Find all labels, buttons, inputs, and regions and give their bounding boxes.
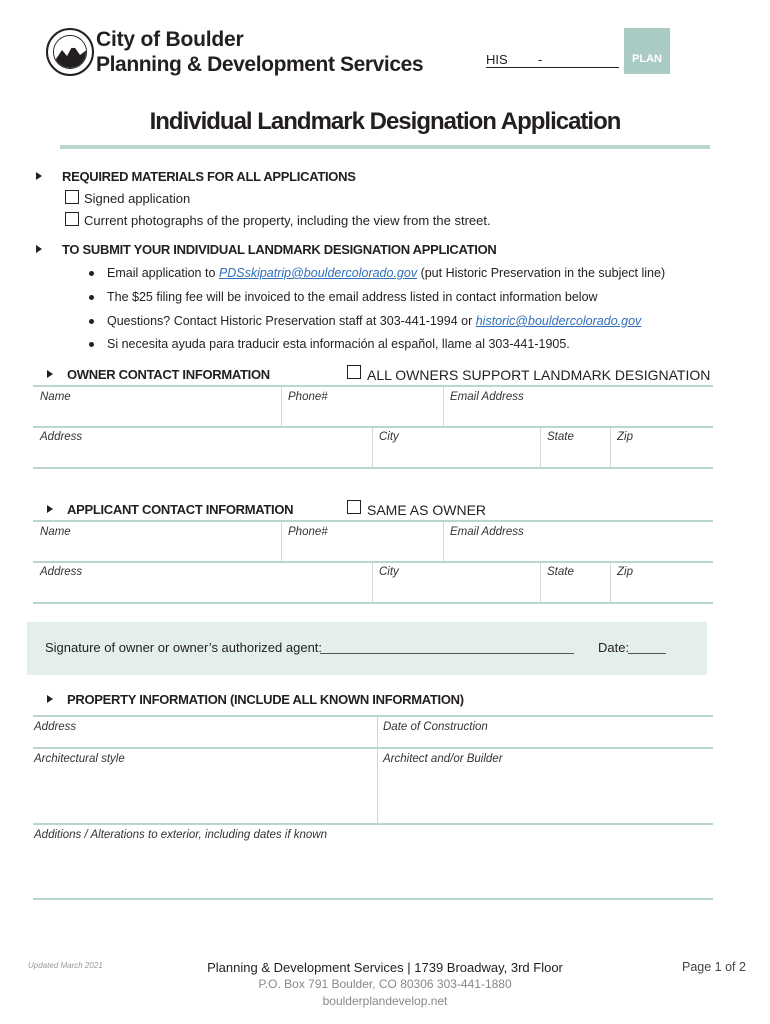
architect-builder-field[interactable] [378, 749, 713, 823]
owner-state-field[interactable] [541, 428, 610, 467]
property-address-label: Address [34, 721, 77, 733]
section-bullet-icon [36, 172, 42, 180]
owner-name-label: Name [40, 391, 71, 403]
owner-phone-label: Phone# [288, 391, 328, 403]
owner-contact-heading: OWNER CONTACT INFORMATION [67, 367, 270, 382]
applicant-name-field[interactable] [33, 522, 281, 561]
org-name-line1: City of Boulder [96, 28, 244, 51]
section-bullet-icon [47, 695, 53, 703]
org-name-line2: Planning & Development Services [96, 53, 424, 76]
city-seal-logo [46, 28, 94, 76]
required-materials-heading: REQUIRED MATERIALS FOR ALL APPLICATIONS [62, 169, 356, 184]
bullet-dot [89, 271, 94, 276]
date-label: Date: [598, 640, 630, 655]
property-form-bottom-rule [33, 898, 713, 900]
footer-po-box: P.O. Box 791 Boulder, CO 80306 303-441-1880 [258, 977, 512, 991]
owner-zip-field[interactable] [611, 428, 713, 467]
his-label: HIS [486, 52, 508, 67]
applicant-state-field[interactable] [541, 563, 610, 602]
section-bullet-icon [47, 370, 53, 378]
owner-email-label: Email Address [450, 391, 524, 403]
questions-instruction: Questions? Contact Historic Preservation staff at 303-441-1994 or historic@bouldercolorado.gov [107, 314, 642, 328]
applicant-state-label: State [547, 566, 574, 578]
bullet-dot [89, 295, 94, 300]
section-bullet-icon [47, 505, 53, 513]
applicant-address-field[interactable] [33, 563, 372, 602]
applicant-form-bottom-rule [33, 602, 713, 604]
same-as-owner-label: SAME AS OWNER [367, 502, 487, 518]
alterations-field[interactable] [33, 825, 713, 898]
filing-fee-instruction: The $25 filing fee will be invoiced to the email address listed in contact information below [107, 290, 598, 304]
date-of-construction-field[interactable] [378, 717, 713, 747]
same-as-owner-checkbox[interactable] [347, 500, 361, 514]
signed-application-checkbox[interactable] [65, 190, 79, 204]
signed-application-label: Signed application [84, 191, 191, 206]
applicant-phone-field[interactable] [282, 522, 443, 561]
applicant-phone-label: Phone# [288, 526, 328, 538]
bullet-dot [89, 342, 94, 347]
pds-email-link[interactable]: PDSskipatrip@bouldercolorado.gov [218, 266, 418, 280]
his-number-field[interactable] [486, 67, 619, 68]
submit-email-instruction: Email application to PDSskipatrip@bouldercolorado.gov (put Historic Preservation in the subject line) [107, 266, 666, 280]
updated-date: Updated March 2021 [28, 961, 103, 970]
photographs-checkbox[interactable] [65, 212, 79, 226]
applicant-email-label: Email Address [450, 526, 524, 538]
applicant-address-label: Address [40, 566, 83, 578]
owner-email-field[interactable] [444, 387, 713, 426]
footer-website: boulderplandevelop.net [322, 994, 448, 1008]
owner-state-label: State [547, 431, 574, 443]
bullet-dot [89, 319, 94, 324]
architectural-style-field[interactable] [33, 749, 377, 823]
plan-badge: PLAN [624, 28, 670, 74]
owner-city-field[interactable] [373, 428, 540, 467]
architect-builder-label: Architect and/or Builder [383, 753, 503, 765]
alterations-label: Additions / Alterations to exterior, including dates if known [34, 829, 327, 841]
spanish-instruction: Si necesita ayuda para traducir esta información al español, llame al 303-441-1905. [107, 337, 570, 351]
owner-address-label: Address [40, 431, 83, 443]
applicant-contact-heading: APPLICANT CONTACT INFORMATION [67, 502, 293, 517]
applicant-city-label: City [379, 566, 399, 578]
his-dash: - [538, 52, 543, 67]
owner-address-field[interactable] [33, 428, 372, 467]
property-address-field[interactable] [33, 717, 377, 747]
owner-form-bottom-rule [33, 467, 713, 469]
submit-heading: TO SUBMIT YOUR INDIVIDUAL LANDMARK DESIGNATION APPLICATION [62, 242, 496, 257]
applicant-email-field[interactable] [444, 522, 713, 561]
section-bullet-icon [36, 245, 42, 253]
signature-field[interactable] [320, 653, 574, 654]
owner-name-field[interactable] [33, 387, 281, 426]
all-owners-support-checkbox[interactable] [347, 365, 361, 379]
applicant-city-field[interactable] [373, 563, 540, 602]
applicant-name-label: Name [40, 526, 71, 538]
signature-label: Signature of owner or owner’s authorized agent: [45, 640, 323, 655]
property-info-heading: PROPERTY INFORMATION (INCLUDE ALL KNOWN INFORMATION) [67, 692, 464, 707]
historic-email-link[interactable]: historic@bouldercolorado.gov [475, 314, 642, 328]
date-field[interactable] [628, 653, 666, 654]
owner-city-label: City [379, 431, 399, 443]
applicant-zip-field[interactable] [611, 563, 713, 602]
title-divider [60, 145, 710, 149]
footer-address: Planning & Development Services | 1739 Broadway, 3rd Floor [207, 960, 563, 975]
applicant-zip-label: Zip [617, 566, 633, 578]
page-number: Page 1 of 2 [682, 960, 746, 974]
page-title: Individual Landmark Designation Application [149, 108, 621, 135]
owner-zip-label: Zip [617, 431, 633, 443]
owner-phone-field[interactable] [282, 387, 443, 426]
date-of-construction-label: Date of Construction [383, 721, 488, 733]
all-owners-support-label: ALL OWNERS SUPPORT LANDMARK DESIGNATION [367, 367, 711, 383]
photographs-label: Current photographs of the property, including the view from the street. [84, 213, 491, 228]
architectural-style-label: Architectural style [34, 753, 125, 765]
